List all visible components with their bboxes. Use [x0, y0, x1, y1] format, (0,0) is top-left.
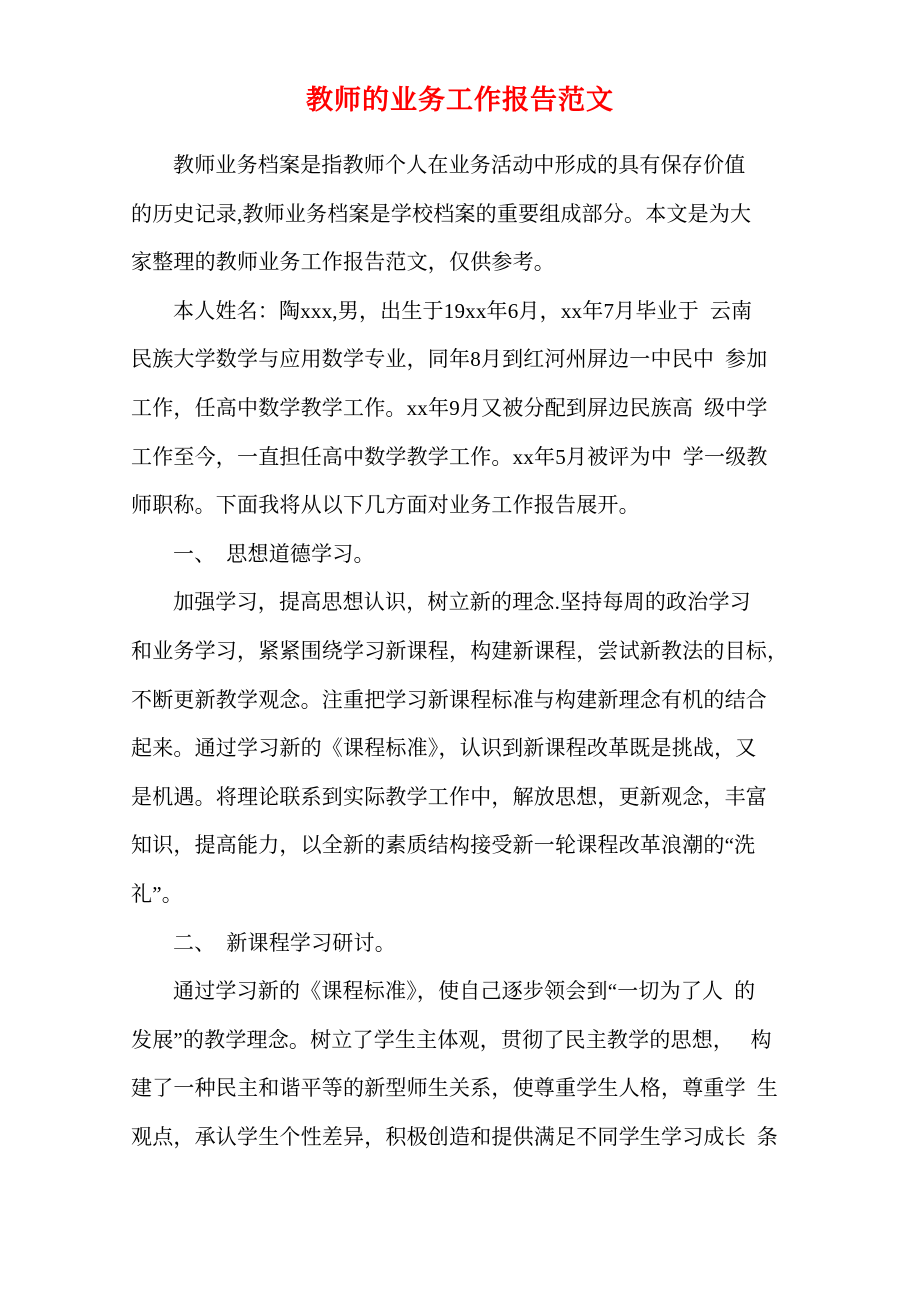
document-title: 教师的业务工作报告范文: [306, 85, 614, 115]
document-line: 建了一种民主和谐平等的新型师生关系，使尊重学生人格，尊重学 生: [131, 1076, 778, 1101]
document-line: 礼”。: [131, 881, 183, 906]
document-line: 知识，提高能力，以全新的素质结构接受新一轮课程改革浪潮的“洗: [131, 833, 756, 858]
document-line: 是机遇。将理论联系到实际教学工作中，解放思想，更新观念，丰富: [131, 784, 767, 809]
document-line: 师职称。下面我将从以下几方面对业务工作报告展开。: [131, 493, 640, 518]
document-line: 二、 新课程学习研讨。: [173, 930, 396, 955]
document-body: [131, 141, 801, 1161]
document-line: 工作，任高中数学教学工作。xx年9月又被分配到屏边民族高 级中学: [131, 395, 768, 420]
document-line: 起来。通过学习新的《课程标准》，认识到新课程改革既是挑战，又: [131, 736, 757, 761]
document-line: 不断更新教学观念。注重把学习新课程标准与构建新理念有机的结合: [131, 687, 767, 712]
document-line: 家整理的教师业务工作报告范文，仅供参考。: [131, 250, 555, 275]
document-line: 的历史记录,教师业务档案是学校档案的重要组成部分。本文是为大: [131, 201, 752, 226]
document-line: 民族大学数学与应用数学专业，同年8月到红河州屏边一中民中 参加: [131, 347, 768, 372]
document-line: 工作至今，一直担任高中数学教学工作。xx年5月被评为中 学一级教: [131, 444, 768, 469]
document-line: 通过学习新的《课程标准》，使自己逐步领会到“一切为了人 的: [173, 979, 756, 1004]
document-line: 本人姓名：陶xxx,男，出生于19xx年6月，xx年7月毕业于 云南: [173, 298, 753, 323]
document-line: 发展”的教学理念。树立了学生主体观，贯彻了民主教学的思想， 构: [131, 1027, 772, 1052]
document-line: 教师业务档案是指教师个人在业务活动中形成的具有保存价值: [173, 153, 746, 177]
document-line: 加强学习，提高思想认识，树立新的理念.坚持每周的政治学习: [173, 590, 751, 615]
document-line: 和业务学习，紧紧围绕学习新课程，构建新课程，尝试新教法的目标，: [131, 638, 789, 663]
document-line: 观点，承认学生个性差异，积极创造和提供满足不同学生学习成长 条: [131, 1124, 778, 1149]
document-line: 一、 思想道德学习。: [173, 541, 375, 566]
